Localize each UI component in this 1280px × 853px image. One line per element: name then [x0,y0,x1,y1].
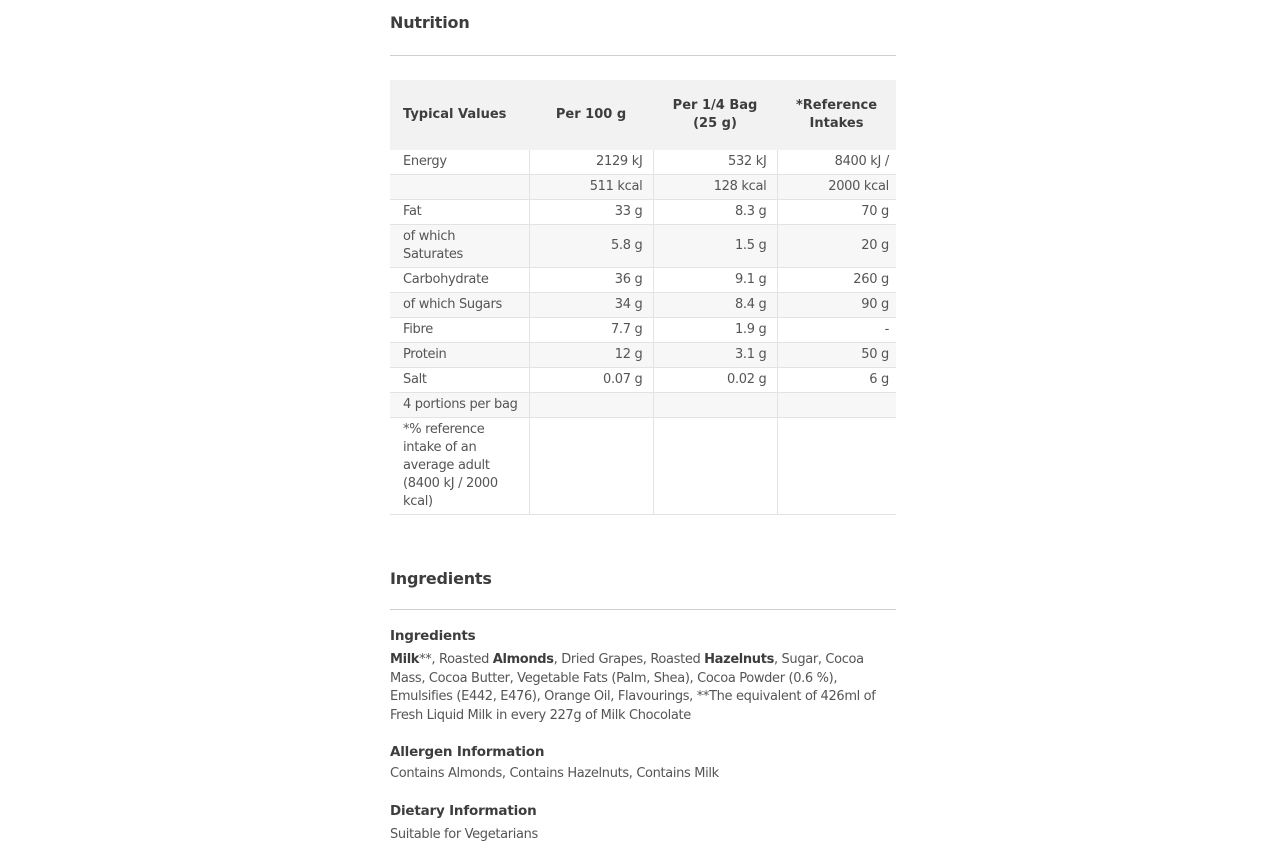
per-100g-value [529,418,653,515]
reference-intake-value: 20 g [777,225,896,268]
ingredients-subheading: Ingredients [390,628,476,644]
per-100g-value: 2129 kJ [529,150,653,175]
reference-intake-value: - [777,318,896,343]
per-portion-value: 8.3 g [653,200,777,225]
ingredient-allergen-emphasis: Hazelnuts [704,652,774,667]
table-row [390,293,896,318]
ingredient-text-segment: **, Roasted [419,652,493,667]
per-portion-value: 8.4 g [653,293,777,318]
nutrition-divider [390,55,896,56]
per-portion-value [653,393,777,418]
ingredient-text-segment: , Sugar, Cocoa Mass, Cocoa Butter, Vegetable Fats (Palm, Shea), Cocoa Powder (0.6 %), Emulsifies (E442, E476), Orange Oil, Flavourings, **The equivalent of 426ml of Fresh Liquid Milk in every 227g of Milk Chocolate [390,652,876,723]
table-row [390,268,896,293]
per-100g-value: 34 g [529,293,653,318]
nutrient-name: 4 portions per bag [390,393,529,418]
reference-intake-value [777,393,896,418]
reference-intake-value: 6 g [777,368,896,393]
nutrient-name: of which Sugars [390,293,529,318]
per-100g-value: 5.8 g [529,225,653,268]
reference-intake-value: 50 g [777,343,896,368]
per-100g-value: 12 g [529,343,653,368]
nutrition-table-header-row [390,80,896,150]
nutrition-table [390,80,896,515]
table-row [390,368,896,393]
per-portion-value [653,418,777,515]
table-row [390,200,896,225]
allergen-heading: Allergen Information [390,744,545,760]
nutrient-name: Salt [390,368,529,393]
header-per-quarter-bag: Per 1/4 Bag (25 g) [653,80,777,150]
nutrient-name: Carbohydrate [390,268,529,293]
per-100g-value: 7.7 g [529,318,653,343]
per-100g-value: 33 g [529,200,653,225]
reference-intake-value: 2000 kcal [777,175,896,200]
nutrient-name: *% reference intake of an average adult (8400 kJ / 2000 kcal) [390,418,529,515]
dietary-heading: Dietary Information [390,803,537,819]
nutrient-name: Energy [390,150,529,175]
table-row [390,150,896,175]
ingredient-allergen-emphasis: Almonds [492,652,554,667]
reference-intake-value: 70 g [777,200,896,225]
table-row [390,225,896,268]
nutrient-name [390,175,529,200]
reference-intake-value: 260 g [777,268,896,293]
ingredient-text-segment: , Dried Grapes, Roasted [553,652,705,667]
per-portion-value: 128 kcal [653,175,777,200]
nutrient-name: Fibre [390,318,529,343]
table-row [390,418,896,515]
ingredients-text [390,651,896,725]
table-row [390,175,896,200]
per-portion-value: 1.5 g [653,225,777,268]
per-100g-value: 0.07 g [529,368,653,393]
per-portion-value: 1.9 g [653,318,777,343]
allergen-text: Contains Almonds, Contains Hazelnuts, Contains Milk [390,766,719,781]
dietary-text: Suitable for Vegetarians [390,827,538,842]
nutrient-name: Protein [390,343,529,368]
per-100g-value [529,393,653,418]
reference-intake-value: 8400 kJ / [777,150,896,175]
header-typical-values: Typical Values [390,80,529,150]
reference-intake-value [777,418,896,515]
ingredients-divider [390,609,896,610]
per-100g-value: 36 g [529,268,653,293]
nutrition-heading: Nutrition [390,13,470,32]
header-reference-intakes: *Reference Intakes [777,80,896,150]
per-portion-value: 0.02 g [653,368,777,393]
ingredients-heading: Ingredients [390,569,492,588]
per-portion-value: 3.1 g [653,343,777,368]
table-row [390,343,896,368]
per-portion-value: 9.1 g [653,268,777,293]
per-100g-value: 511 kcal [529,175,653,200]
per-portion-value: 532 kJ [653,150,777,175]
reference-intake-value: 90 g [777,293,896,318]
header-per-100g: Per 100 g [529,80,653,150]
table-row [390,393,896,418]
nutrient-name: Fat [390,200,529,225]
table-row [390,318,896,343]
ingredient-allergen-emphasis: Milk [390,652,420,667]
nutrient-name: of which Saturates [390,225,529,268]
